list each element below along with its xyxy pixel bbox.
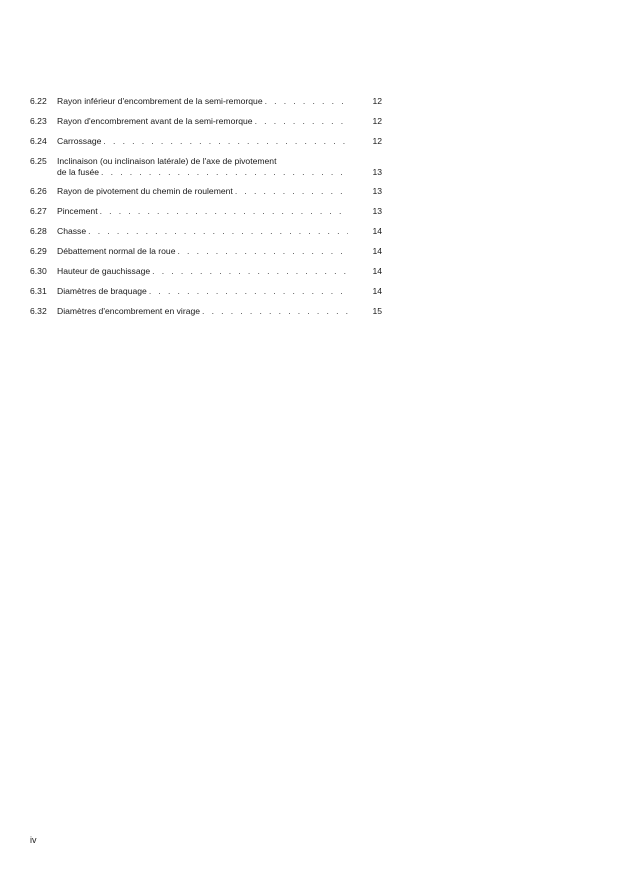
toc-entry-number: 6.26 — [30, 186, 47, 196]
dot-leader — [147, 286, 348, 297]
toc-entry[interactable] — [30, 246, 382, 257]
toc-entry[interactable] — [30, 136, 382, 147]
dot-leader — [86, 226, 348, 237]
page-number: iv — [30, 835, 37, 845]
toc-entry[interactable] — [30, 206, 382, 217]
dot-leader — [233, 186, 348, 197]
toc-entry[interactable] — [30, 96, 382, 107]
toc-entry-title: Diamètres de braquage — [57, 286, 147, 296]
toc-entry-page: 13 — [372, 206, 382, 216]
toc-entry-title-continued: de la fusée — [57, 166, 100, 177]
toc-entry-page: 14 — [372, 246, 382, 256]
dot-leader — [263, 96, 348, 107]
toc-entry-title: Diamètres d'encombrement en virage — [57, 306, 201, 316]
toc-entry-number: 6.27 — [30, 206, 47, 216]
toc-entry-page: 15 — [372, 306, 382, 316]
dot-leader — [175, 246, 348, 257]
toc-entry-number: 6.31 — [30, 286, 47, 296]
toc-entry-title: Hauteur de gauchissage — [57, 266, 151, 276]
toc-entry-number: 6.25 — [30, 156, 47, 166]
table-of-contents — [30, 96, 382, 326]
dot-leader — [253, 116, 348, 127]
toc-entry[interactable] — [30, 156, 382, 177]
toc-entry-page: 12 — [372, 96, 382, 106]
dot-leader — [101, 136, 348, 147]
toc-entry-title: Inclinaison (ou inclinaison latérale) de l'axe de pivotement — [57, 156, 277, 166]
toc-entry[interactable] — [30, 306, 382, 317]
toc-entry-page: 13 — [372, 166, 382, 177]
toc-entry-page: 12 — [372, 136, 382, 146]
toc-entry-title: Pincement — [57, 206, 98, 216]
dot-leader — [98, 206, 348, 217]
toc-entry-number: 6.24 — [30, 136, 47, 146]
toc-entry[interactable] — [30, 226, 382, 237]
toc-entry-number: 6.32 — [30, 306, 47, 316]
toc-entry-page: 14 — [372, 286, 382, 296]
dot-leader — [200, 306, 348, 317]
toc-entry-number: 6.28 — [30, 226, 47, 236]
toc-entry-title: Débattement normal de la roue — [57, 246, 176, 256]
toc-entry[interactable] — [30, 116, 382, 127]
toc-entry[interactable] — [30, 266, 382, 277]
toc-entry-page: 14 — [372, 226, 382, 236]
toc-entry-page: 14 — [372, 266, 382, 276]
toc-entry-title: Rayon d'encombrement avant de la semi-remorque — [57, 116, 253, 126]
dot-leader — [99, 167, 348, 178]
toc-entry-page: 12 — [372, 116, 382, 126]
toc-entry-title: Rayon de pivotement du chemin de roulement — [57, 186, 233, 196]
dot-leader — [150, 266, 348, 277]
toc-entry-title: Chasse — [57, 226, 87, 236]
toc-entry[interactable] — [30, 186, 382, 197]
toc-entry-number: 6.29 — [30, 246, 47, 256]
toc-entry[interactable] — [30, 286, 382, 297]
toc-entry-number: 6.30 — [30, 266, 47, 276]
toc-entry-title: Carrossage — [57, 136, 102, 146]
toc-entry-number: 6.23 — [30, 116, 47, 126]
toc-entry-number: 6.22 — [30, 96, 47, 106]
toc-entry-title: Rayon inférieur d'encombrement de la semi-remorque — [57, 96, 263, 106]
toc-entry-page: 13 — [372, 186, 382, 196]
